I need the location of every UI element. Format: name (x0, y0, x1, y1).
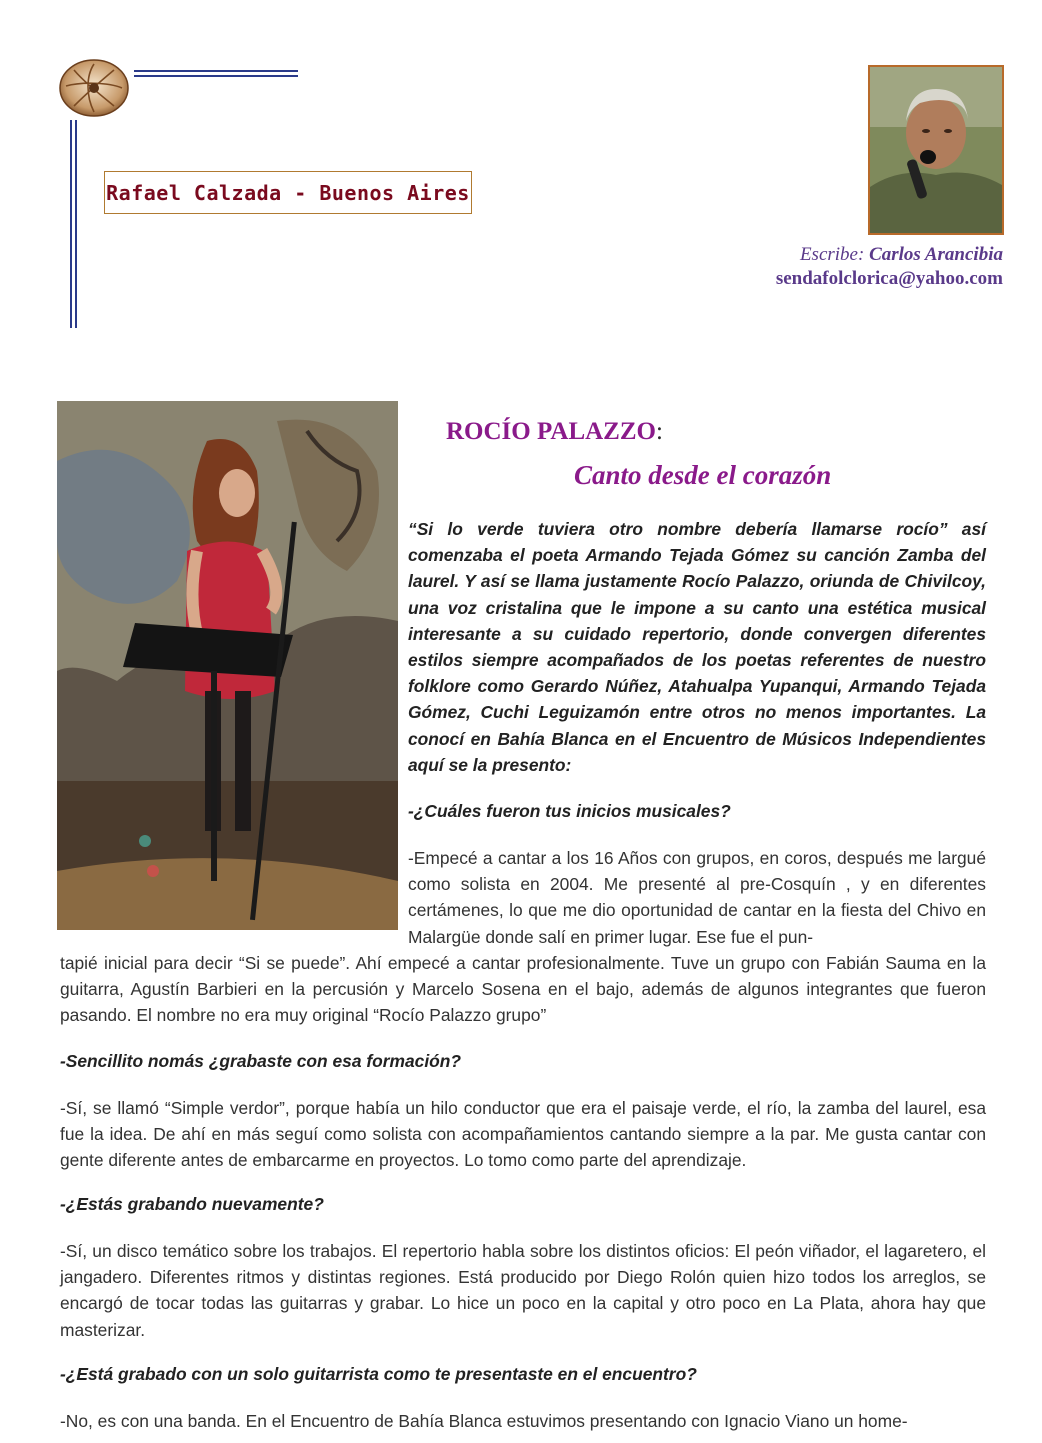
byline (776, 243, 1003, 291)
answer-1-wrapped: -Empecé a cantar a los 16 Años con grupos, en coros, después me largué como solista en 2004. Me presenté al pre-Cosquín , y en diferentes certámenes, lo que me dio oportunidad de cantar en la fiesta del Chivo en Malargüe donde salí en primer lugar. Ese fue el pun- (408, 848, 986, 947)
question-3: -¿Estás grabando nuevamente? (60, 1194, 324, 1214)
side-rule-left (70, 120, 72, 328)
side-rule-right (75, 120, 77, 328)
author-email[interactable]: sendafolclorica@yahoo.com (775, 268, 1003, 289)
header-rule-bottom (134, 75, 298, 77)
question-2: -Sencillito nomás ¿grabaste con esa formación? (60, 1051, 462, 1071)
intro-paragraph: “Si lo verde tuviera otro nombre debería llamarse rocío” así comenzaba el poeta Armando Tejada Gómez su canción Zamba del laurel. Y así se llama justamente Rocío Palazzo, oriunda de Chivilcoy, una voz cristalina que le impone a su canto una estética musical interesante a su cuidado repertorio, donde convergen diferentes estilos siempre acompañados de los poetas referentes de nuestro folklore como Gerardo Núñez, Atahualpa Yupanqui, Armando Tejada Gómez, Cuchi Leguizamón entre otros no menos importantes. La conocí en Bahía Blanca en el Encuentro de Músicos Independientes aquí se la presento: (408, 519, 986, 775)
flower-ornament-icon (56, 56, 132, 120)
article-subtitle: Canto desde el corazón (574, 460, 832, 490)
location-label: Rafael Calzada - Buenos Aires (104, 171, 472, 214)
answer-2: -Sí, se llamó “Simple verdor”, porque había un hilo conductor que era el paisaje verde, el río, la zamba del laurel, esa fue la idea. De ahí en más seguí como solista con acompañamientos cantando siempre a la par. Me gusta cantar con gente diferente antes de embarcarme en proyectos. Lo tomo como parte del aprendizaje. (60, 1098, 986, 1171)
byline-label: Escribe: (799, 244, 865, 265)
answer-4: -No, es con una banda. En el Encuentro de Bahía Blanca estuvimos presentando con Ignacio Viano un home- (60, 1411, 908, 1431)
author-photo (868, 65, 1004, 235)
question-1: -¿Cuáles fueron tus inicios musicales? (408, 801, 731, 821)
answer-1-continued: tapié inicial para decir “Si se puede”. Ahí empecé a cantar profesionalmente. Tuve un grupo con Fabián Sauma en la guitarra, Agustín Barbieri en la percusión y Marcelo Sosena en el bajo, además de algunos integrantes que fueron pasando. El nombre no era muy original “Rocío Palazzo grupo” (60, 953, 986, 1026)
header-rule-top (134, 70, 298, 72)
answer-3: -Sí, un disco temático sobre los trabajos. El repertorio habla sobre los distintos oficios: El peón viñador, el lagaretero, el jangadero. Diferentes ritmos y distintas regiones. Está producido por Diego Rolón quien hizo todos los arreglos, se encargó de tocar todas las guitarras y grabar. Lo hice un poco en la capital y otro poco en La Plata, ahora hay que masterizar. (60, 1241, 986, 1340)
article-title: ROCÍO PALAZZO: (446, 418, 663, 445)
singer-photo (57, 401, 398, 930)
question-4: -¿Está grabado con un solo guitarrista como te presentaste en el encuentro? (60, 1364, 697, 1384)
author-name: Carlos Arancibia (869, 244, 1003, 265)
